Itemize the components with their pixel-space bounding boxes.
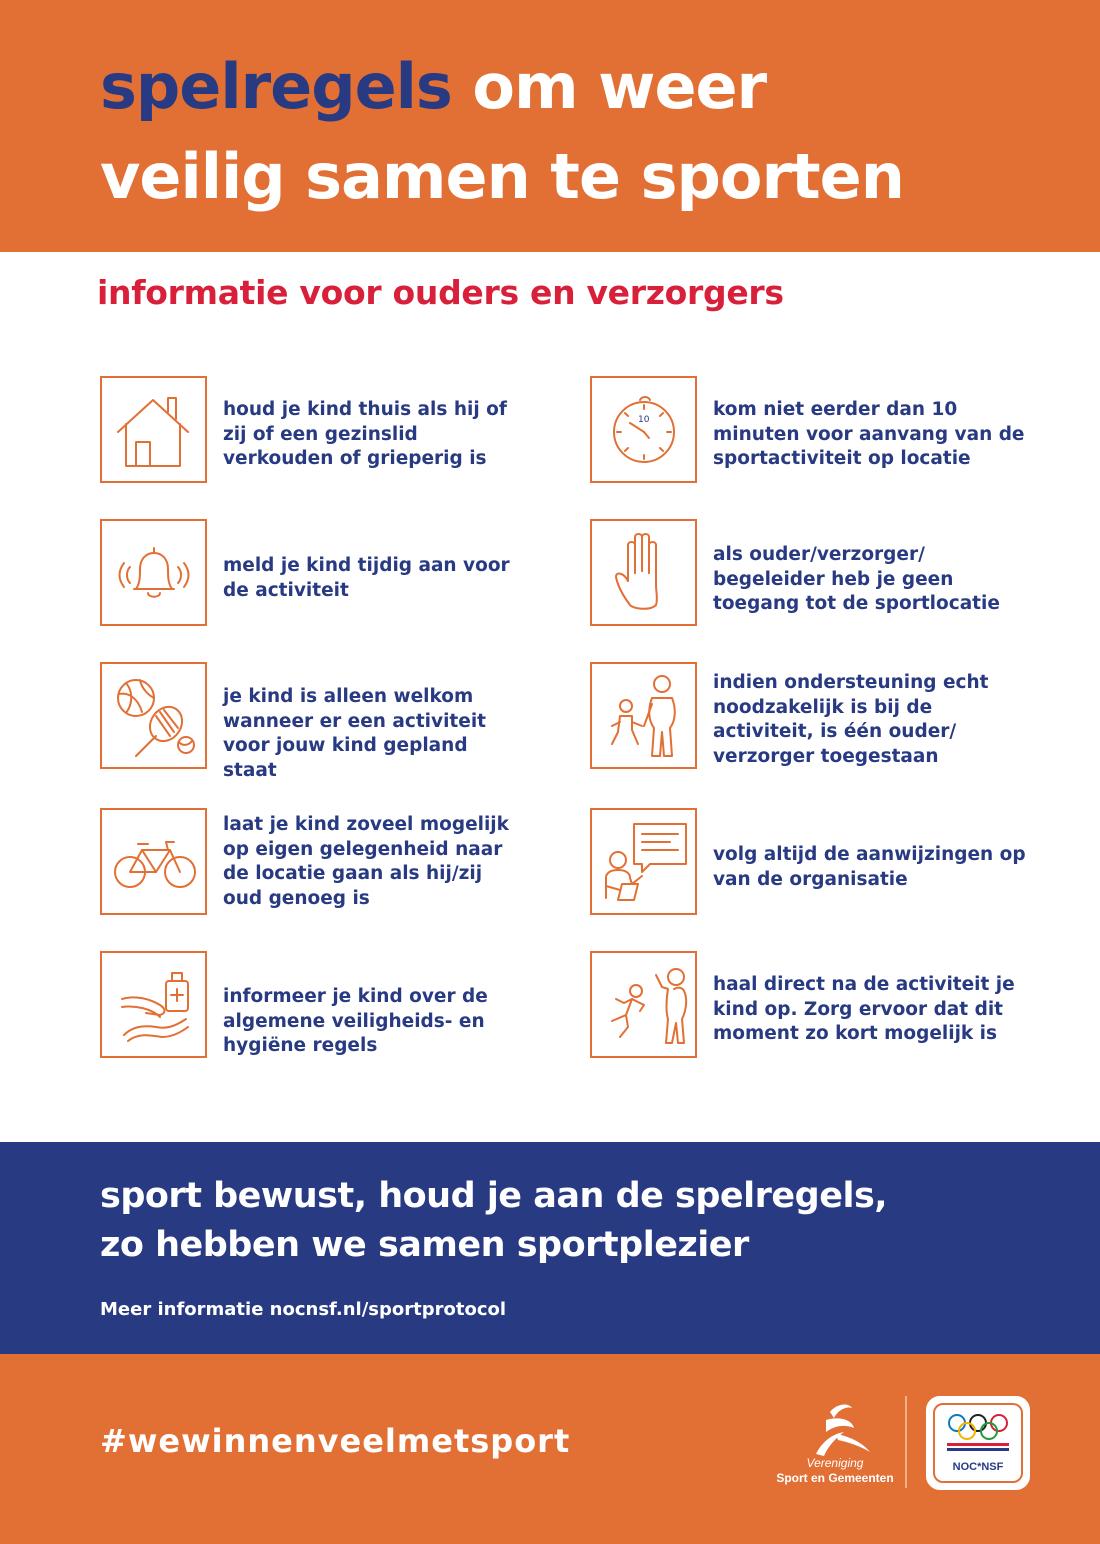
hashtag: #wewinnenveelmetsport [100,1422,571,1460]
title-accent: spelregels [100,50,452,123]
noc-nsf-logo [926,1396,1030,1490]
vsg-logo [770,1398,900,1490]
clock-label: 10 [638,415,650,425]
balls-racket-icon [100,662,207,769]
bicycle-icon [100,808,207,915]
stop-hand-icon [590,519,697,626]
instructions-icon [590,808,697,915]
page-subtitle: informatie voor ouders en verzorgers [97,273,784,312]
bell-icon [100,519,207,626]
rule-text: haal direct na de activiteit je kind op. Zorg ervoor dat dit moment zo kort mogelijk is [713,974,1015,1044]
rule-text: meld je kind tijdig aan voor de activiteit [223,555,510,601]
parent-child-icon [590,662,697,769]
hand-sanitizer-icon [100,951,207,1058]
more-info-link[interactable]: Meer informatie nocnsf.nl/sportprotocol [100,1299,507,1320]
vsg-label-2: Sport en Gemeenten [776,1471,894,1485]
vsg-label-1: Vereniging [806,1456,864,1470]
page-title-line-2: veilig samen te sporten [100,140,904,213]
page-title-line-1 [100,52,766,122]
header-banner [0,0,1100,252]
rule-text: laat je kind zoveel mogelijk op eigen gelegenheid naar de locatie gaan als hij/zij oud genoeg is [223,814,509,909]
noc-nsf-label: NOC*NSF [952,1461,1004,1473]
pickup-icon [590,951,697,1058]
logo-divider [905,1396,907,1488]
slogan-line-1: sport bewust, houd je aan de spelregels, [100,1176,888,1216]
noc-nsf-frame [933,1403,1023,1483]
rule-text: indien ondersteuning echt noodzakelijk is bij de activiteit, is één ouder/ verzorger toegestaan [713,672,989,767]
slogan-line-2: zo hebben we samen sportplezier [100,1225,749,1265]
rule-text: houd je kind thuis als hij of zij of een gezinslid verkouden of grieperig is [223,399,507,469]
rule-text: volg altijd de aanwijzingen op van de organisatie [713,844,1026,890]
rule-text: je kind is alleen welkom wanneer er een activiteit voor jouw kind gepland staat [223,686,487,781]
title-rest: om weer [451,50,767,123]
rule-text: als ouder/verzorger/ begeleider heb je geen toegang tot de sportlocatie [713,544,1000,614]
house-icon [100,376,207,483]
clock-icon [590,376,697,483]
rule-text: kom niet eerder dan 10 minuten voor aanvang van de sportactiviteit op locatie [713,399,1025,469]
rule-text: informeer je kind over de algemene veiligheids- en hygiëne regels [223,986,488,1056]
vsg-logo-icon [770,1398,900,1458]
